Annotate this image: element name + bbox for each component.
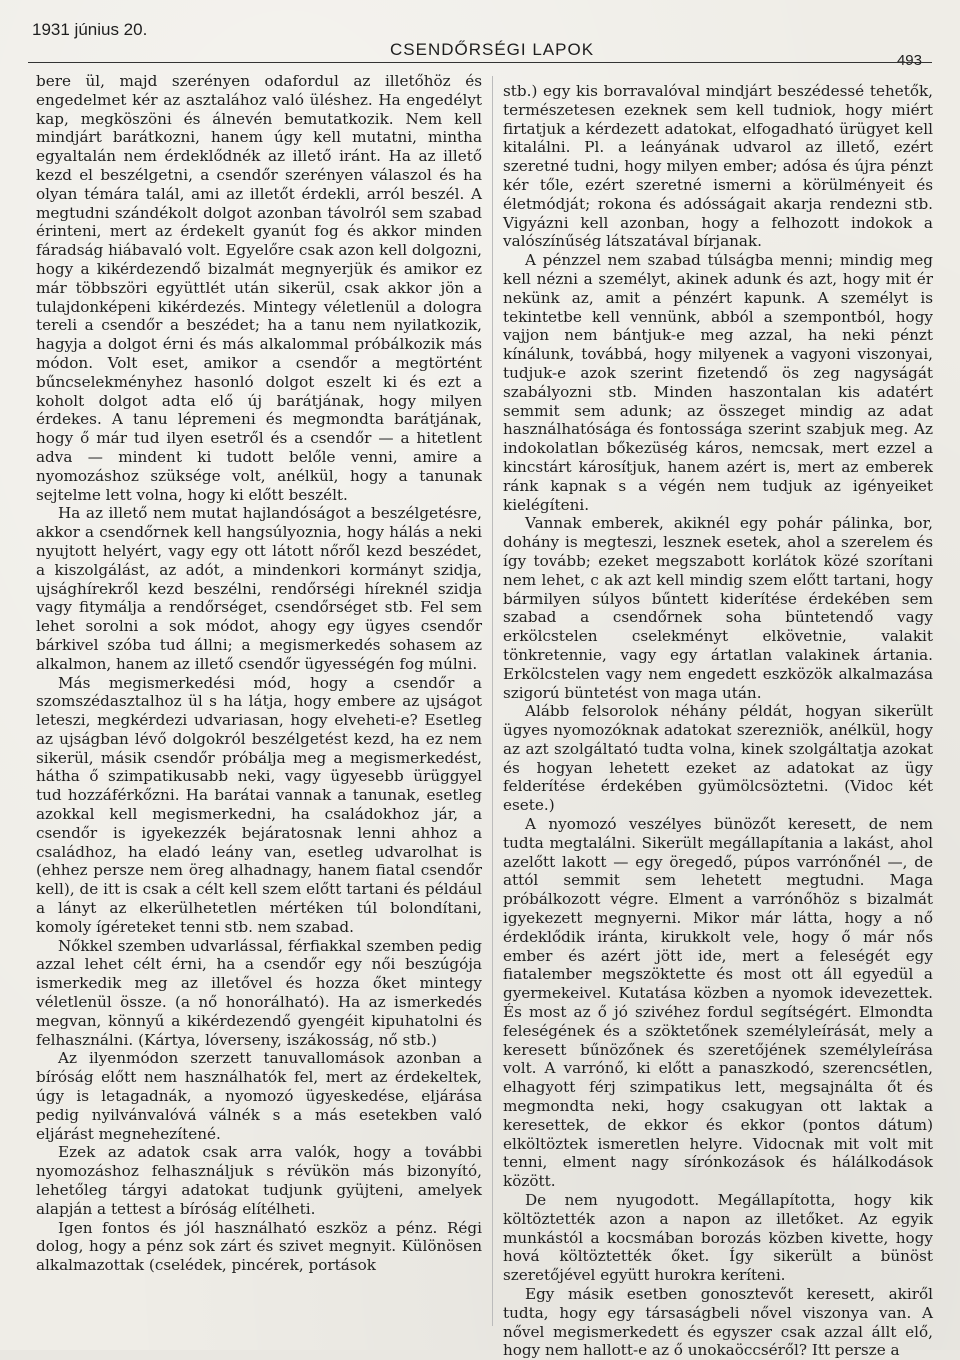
paragraph: Ezek az adatok csak arra valók, hogy a további nyomozáshoz felhasználjuk s révükön más bizonyító, lehetőleg tárgyi adatokat tudjunk gyüjteni, amelyek alapján a tettest a bíróság elítélheti.: [36, 1143, 482, 1218]
header-rule: [28, 62, 932, 63]
paragraph: Igen fontos és jól használható eszköz a pénz. Régi dolog, hogy a pénz sok zárt és szivet megnyit. Különösen alkalmazottak (cselédek, pincérek, portások: [36, 1218, 482, 1275]
paragraph: Egy másik esetben gonosztevőt keresett, akiről tudta, hogy egy társaságbeli nővel viszonya van. A nővel megismerkedett és egyszer csak azzal állt elő, hogy nem hallott-e az ő unokaöccséről? Itt persze a: [503, 1285, 933, 1360]
paragraph: A pénzzel nem szabad túlságba menni; mindig meg kell nézni a személyt, akinek adunk és azt, hogy mit ér nekünk az, amit a pénzért kapunk. A személyt is tekintetbe kell vennünk, abból a szempontból, hogy vajjon nem bántjuk-e meg azzal, ha neki pénzt kínálunk, továbbá, hogy milyenek a vagyoni viszonyai, tudjuk-e azok szerint fizetendő ös zeg nagyságát szabályozni stb. Minden haszontalan kis adatért semmit sem adunk; az összeget mindig az adat használhatósága és fontossága szerint szabjuk meg. Az indokolatlan bőkezüség káros, nemcsak, mert ezzel a kincstárt károsítjuk, hanem azért is, mert az emberek ránk kapnak s a végén nem tudjuk az igényeiket kielégíteni.: [503, 251, 933, 514]
paragraph: stb.) egy kis borravalóval mindjárt beszédessé tehetők, természetesen ezeknek sem kell tudniok, hogy miért firtatjuk a kérdezett adatokat, elfogadható ürügyet kell kitalálni. Pl. a leányának udvarol az illető, ezért szeretné tudni, hogy milyen ember; adósa és újra pénzt kér tőle, ezért szeretné ismerni a körülményeit és életmódját; rokona és adósságait akarja rendezni stb. Vigyázni kell azonban, hogy a felhozott indokok a valószínűség látszatával bírjanak.: [503, 82, 933, 251]
paragraph: Ha az illető nem mutat hajlandóságot a beszélgetésre, akkor a csendőrnek kell hangsúlyoznia, hogy hálás a neki nyujtott helyért, vagy egy ott látott nőről kezd beszédet, a kiszolgálást, az adót, a mindenkori kormányt szidja, ujsághírekről kezd beszélni, rendőrségi híreknél szidja vagy fitymálja a rendőrséget, csendőrséget stb. Fel sem lehet sorolni a sok módot, ahogy egy ügyes csendőr bárkivel szóba tud állni; a megismerkedés sohasem az alkalmon, hanem az illető csendőr ügyességén fog múlni.: [36, 504, 482, 673]
left-column: [36, 72, 482, 1275]
right-column: [503, 82, 933, 1360]
paragraph: Más megismerkedési mód, hogy a csendőr a szomszédasztalhoz ül s ha látja, hogy embere az ujságot leteszi, megkérdezi udvariasan, hogy elveheti-e? Esetleg az ujságban lévő dolgokról beszélgetést kezd, ha ez nem sikerül, másik csendőr próbálja meg a megismerkedést, hátha ő szimpatikusabb neki, vagy ügyesebb ürüggyel tud hozzáférkőzni. Ha barátai vannak a tanunak, esetleg azokkal kell megismerkedni, ha családokhoz jár, a csendőr is igyekezzék bejáratosnak lenni ahhoz a családhoz, ha eladó leány van, esetleg udvarolhat is (ehhez persze nem öreg alhadnagy, hanem fiatal csendőr kell), de itt is csak a célt kell szem előtt tartani és például a lányt az elkerülhetetlen mértéken túl bolondítani, komoly ígéreteket tenni stb. nem szabad.: [36, 673, 482, 936]
paragraph: Az ilyenmódon szerzett tanuvallomások azonban a bíróság előtt nem használhatók fel, mert az érdekeltek, úgy is letagadnák, a nyomozó ügyeskedése, eljárása pedig nyilvánvalóvá válnék s a más esetekben való eljárást megnehezítené.: [36, 1049, 482, 1143]
page-number: 493: [896, 52, 922, 69]
column-divider: [492, 76, 493, 1326]
paragraph: Vannak emberek, akiknél egy pohár pálinka, bor, dohány is megteszi, lesznek esetek, ahol a szerelem és így tovább; ezeket megszabott korlátok közé szorítani nem lehet, c ak azt kell mindig szem előtt tartani, hogy bármilyen súlyos bűntett kiderítése érdekében sem szabad a csendőrnek soha büntetendő vagy erkölcstelen cselekményt elkövetnie, valakit tönkretennie, vagy egy ártatlan valakinek ártania. Erkölcstelen vagy nem engedett eszközök alkalmazása szigorú büntetést von maga után.: [503, 514, 933, 702]
issue-date: 1931 június 20.: [32, 20, 148, 39]
paragraph: A nyomozó veszélyes bünözőt keresett, de nem tudta megtalálni. Sikerült megállapítania a lakást, ahol azelőtt lakott — egy öregedő, púpos varrónőnél —, de attól semmit sem lehetett megtudni. Maga próbálkozott végre. Elment a varrónőhöz s bizalmát igyekezett megnyerni. Mikor már látta, hogy a nő érdeklődik iránta, kirukkolt vele, hogy ő már nős ember és azért jött ide, mert a feleségét egy fiatalember megszöktette és most ott áll egyedül a gyermekeivel. Kutatása közben a nyomok idevezettek. És most az ő jó szivéhez fordul segítségért. Elmondta feleségének és a szöktetőnek személyleírását, mely a keresett bűnözőnek és szeretőjének személyleírása volt. A varrónő, ki előtt a panaszkodó, szerencsétlen, elhagyott férj szimpatikus lett, megsajnálta őt és megmondta neki, hogy csakugyan ott laktak a keresettek, de ekkor és ekkor (pontos dátum) elköltöztek ismeretlen helyre. Vidocnak mit volt mit tenni, elment nagy sírónkozások és hálálkodások között.: [503, 815, 933, 1191]
paragraph: De nem nyugodott. Megállapította, hogy kik költöztették azon a napon az illetőket. Az egyik munkástól a kocsmában borozás közben kivette, hogy hová költöztették őket. Így sikerült a bünöst szeretőjével együtt hurokra keríteni.: [503, 1191, 933, 1285]
page-header: [28, 18, 932, 69]
paragraph: Alább felsorolok néhány példát, hogyan sikerült ügyes nyomozóknak adatokat szerezniök, anélkül, hogy az azt szolgáltató tudta volna, kinek szolgáltatja azokat és hogyan lehetett ezeket az adatokat az ügy felderítése érdekében gyümölcsöztetni. (Vidoc két esete.): [503, 702, 933, 815]
paragraph: Nőkkel szemben udvarlással, férfiakkal szemben pedig azzal lehet célt érni, ha a csendőr egy női beszúgója ismerkedik meg az illetővel és hozza őket mintegy véletlenül össze. (a nő honorálható). Ha az ismerkedés megvan, könnyű a kikérdezendő gyengéit kipuhatolni és felhasználni. (Kártya, lóverseny, iszákosság, nő stb.): [36, 936, 482, 1049]
paragraph: bere ül, majd szerényen odafordul az illetőhöz és engedelmet kér az asztalához való üléshez. Ha engedélyt kap, megköszöni és álnevén bemutatkozik. Nem kell mindjárt barátkozni, hanem úgy kell mutatni, mintha egyaltalán nem érdeklődnék az illető iránt. Ha az illető kezd el beszélgetni, a csendőr szerényen válaszol és ha olyan témára talál, ami az illetőt érdekli, arról beszél. A megtudni szándékolt dolgot azonban távolról sem szabad érinteni, mert az érdekelt gyanút fog és akkor minden fáradság hiábavaló volt. Egyelőre csak azon kell dolgozni, hogy a kikérdezendő bizalmát megnyerjük és amikor ez már többszöri együttlét után sikerül, csak akkor jön a tulajdonképeni kikérdezés. Mintegy véletlenül a dologra tereli a csendőr a beszédet; ha a tanu nem nyilatkozik, hagyja a dolgot érni és más alkalommal próbálkozik más módon. Volt eset, amikor a csendőr a megtörtént bűncselekményhez hasonló dolgot eszelt ki és ezt a koholt dolgot adta elő új barátjának, hogy milyen érdekes. A tanu lépremeni és megmondta barátjának, hogy ő már tud ilyen esetről és a csendőr — a hitetlent adva — mindent ki tudott belőle venni, amire a nyomozáshoz szüksége volt, anélkül, hogy a tanunak sejtelme lett volna, hogy ki előtt beszélt.: [36, 72, 482, 504]
publication-title: CSENDŐRSÉGI LAPOK: [390, 40, 595, 59]
